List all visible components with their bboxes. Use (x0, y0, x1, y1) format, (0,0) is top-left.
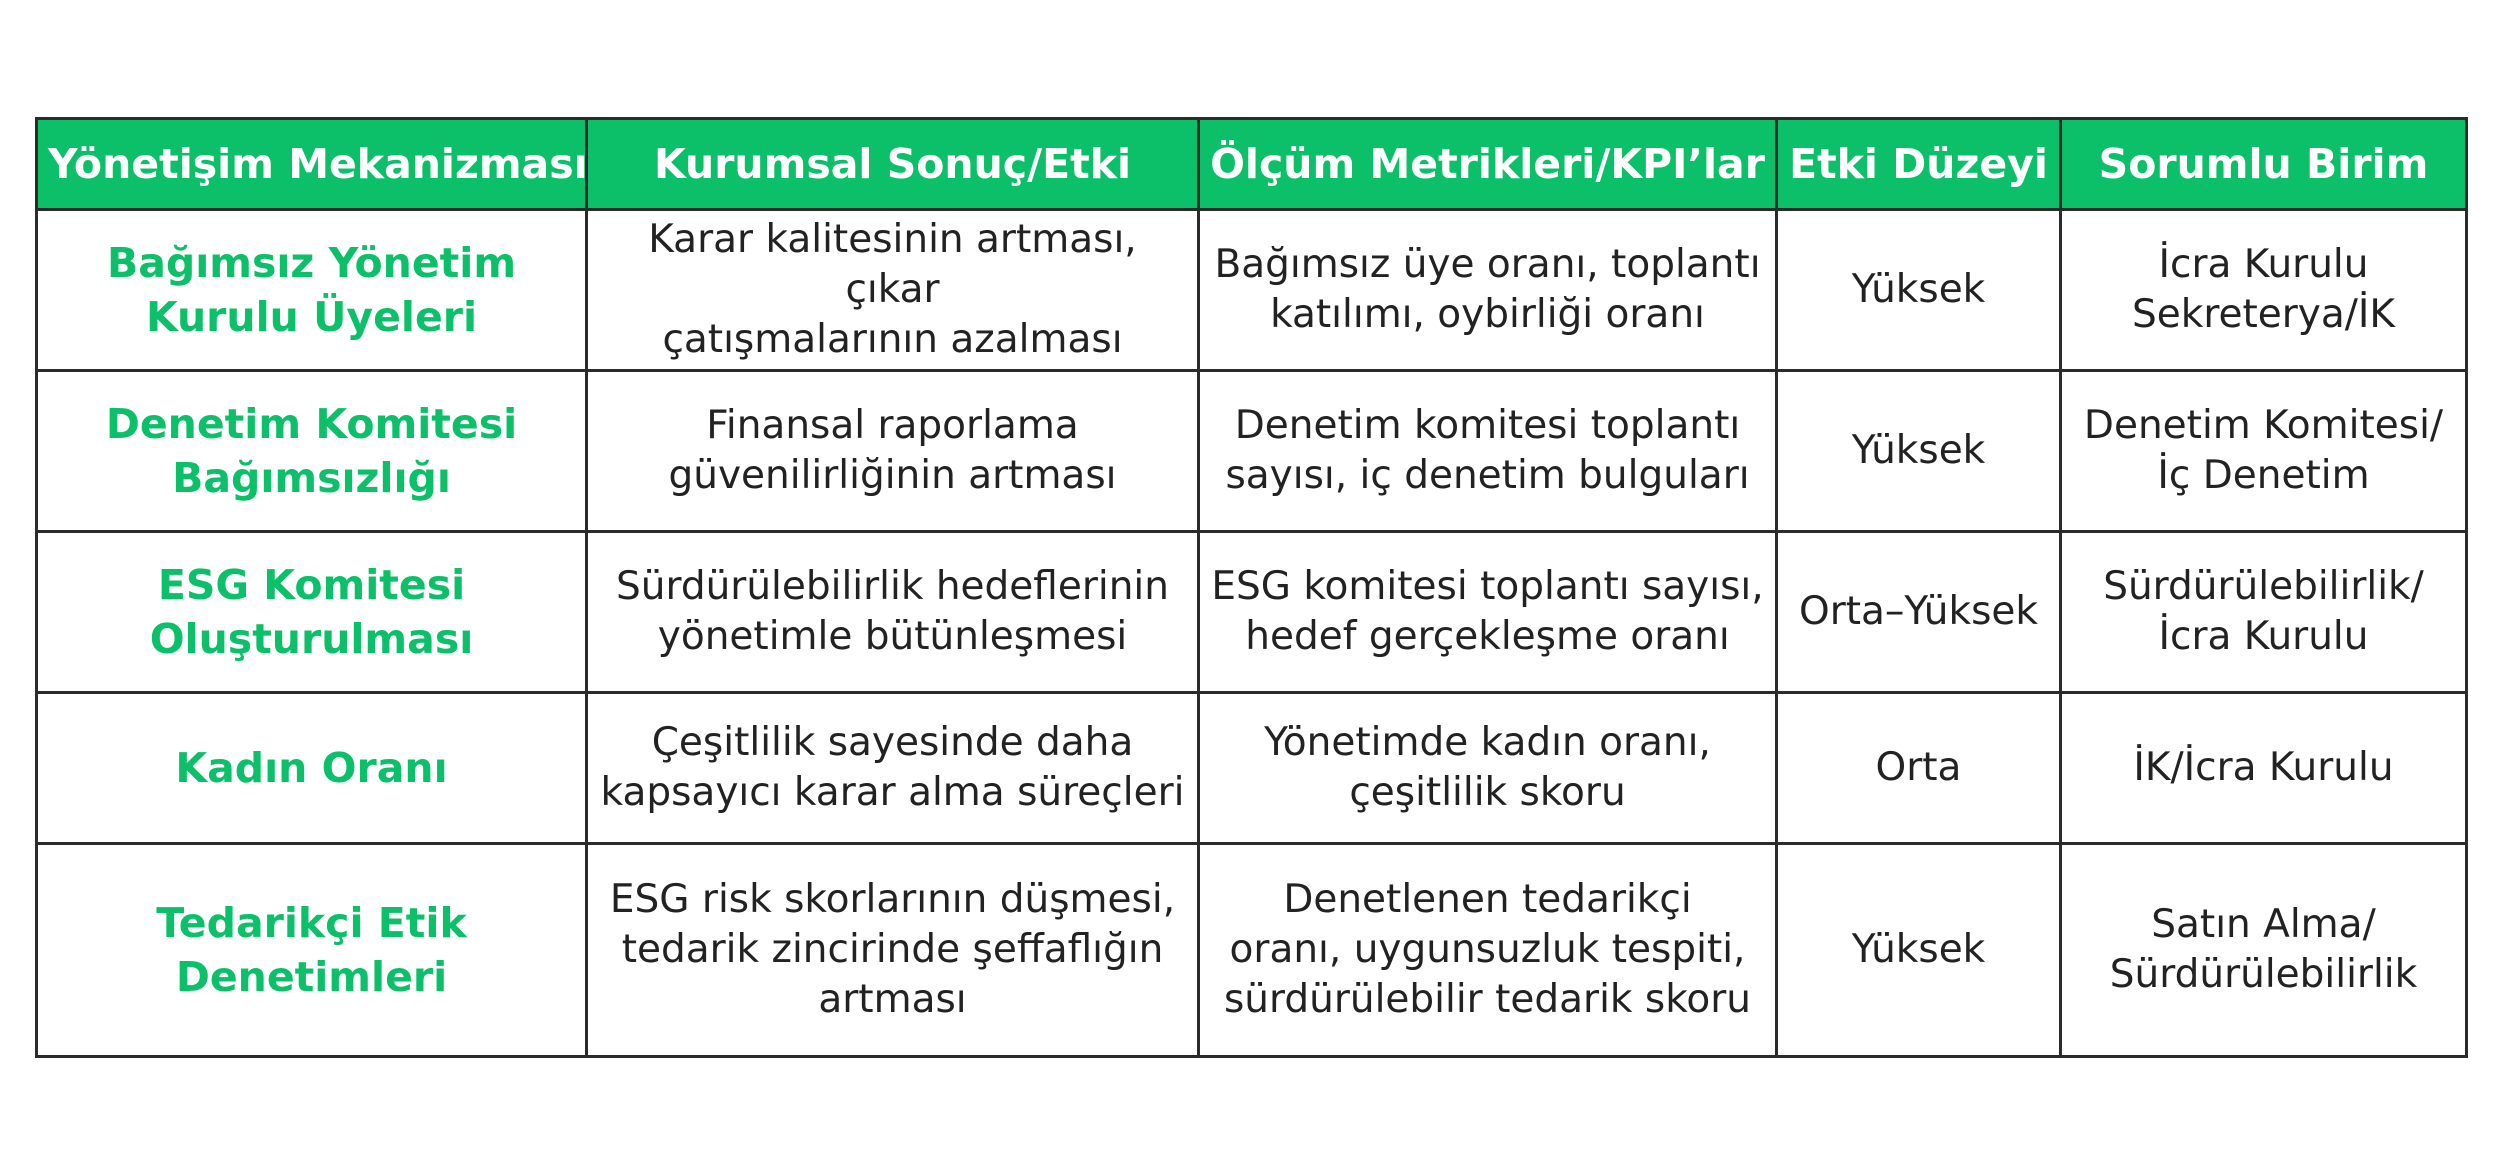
cell-line: Sürdürülebilirlik/ (2103, 564, 2424, 609)
mechanism-cell (37, 210, 587, 371)
cell-line: Bağımsız üye oranı, toplantı (1214, 242, 1761, 287)
header-metrics: Ölçüm Metrikleri/KPI’lar (1199, 119, 1777, 210)
header-unit: Sorumlu Birim (2061, 119, 2467, 210)
cell-line: İK/İcra Kurulu (2133, 745, 2394, 790)
table-row (37, 693, 2467, 844)
cell-line: artması (818, 977, 967, 1022)
cell-line: Kadın Oranı (175, 744, 448, 792)
unit-cell (2061, 210, 2467, 371)
cell-line: Denetlenen tedarikçi (1283, 877, 1692, 922)
cell-line: Satın Alma/ (2151, 902, 2376, 947)
impact-cell: Orta–Yüksek (1777, 532, 2061, 693)
table-row (37, 371, 2467, 532)
header-impact: Etki Düzeyi (1777, 119, 2061, 210)
cell-line: Denetim Komitesi/ (2083, 403, 2444, 448)
impact-cell: Yüksek (1777, 371, 2061, 532)
cell-line: ESG komitesi toplantı sayısı, (1211, 564, 1764, 609)
unit-cell (2061, 693, 2467, 844)
cell-line: Sürdürülebilirlik (2109, 952, 2418, 997)
unit-cell (2061, 371, 2467, 532)
header-row (37, 119, 2467, 210)
mechanism-cell (37, 844, 587, 1057)
cell-line: sayısı, iç denetim bulguları (1225, 453, 1750, 498)
outcome-cell (587, 844, 1199, 1057)
unit-cell (2061, 532, 2467, 693)
cell-line: Finansal raporlama (706, 403, 1079, 448)
governance-table (35, 117, 2468, 1058)
cell-line: Bağımsızlığı (172, 454, 451, 502)
cell-line: Tedarikçi Etik (156, 899, 467, 947)
outcome-cell (587, 371, 1199, 532)
cell-line: Sürdürülebilirlik hedeflerinin (616, 564, 1169, 609)
cell-line: katılımı, oybirliği oranı (1270, 292, 1705, 337)
cell-line: hedef gerçekleşme oranı (1245, 614, 1730, 659)
table-row (37, 210, 2467, 371)
impact-cell: Yüksek (1777, 844, 2061, 1057)
impact-cell: Yüksek (1777, 210, 2061, 371)
cell-line: Denetimleri (175, 953, 448, 1001)
cell-line: Yönetimde kadın oranı, (1264, 720, 1711, 765)
cell-line: çatışmalarının azalması (662, 317, 1123, 362)
cell-line: İcra Kurulu (2158, 614, 2369, 659)
impact-cell: Orta (1777, 693, 2061, 844)
table-body (37, 210, 2467, 1057)
table-row (37, 844, 2467, 1057)
header-mechanism: Yönetişim Mekanizması (37, 119, 587, 210)
outcome-cell (587, 210, 1199, 371)
cell-line: Oluşturulması (149, 615, 474, 663)
metrics-cell (1199, 210, 1777, 371)
cell-line: tedarik zincirinde şeffaflığın (621, 927, 1164, 972)
outcome-cell (587, 693, 1199, 844)
table-row (37, 532, 2467, 693)
cell-line: Karar kalitesinin artması, çıkar (648, 217, 1137, 312)
cell-line: Bağımsız Yönetim (106, 239, 517, 287)
unit-cell (2061, 844, 2467, 1057)
metrics-cell (1199, 844, 1777, 1057)
cell-line: Denetim Komitesi (105, 400, 518, 448)
table-header (37, 119, 2467, 210)
cell-line: İcra Kurulu (2158, 242, 2369, 287)
governance-table-container (35, 117, 2465, 1058)
mechanism-cell (37, 532, 587, 693)
cell-line: kapsayıcı karar alma süreçleri (600, 770, 1185, 815)
mechanism-cell (37, 693, 587, 844)
cell-line: oranı, uygunsuzluk tespiti, (1229, 927, 1746, 972)
cell-line: Çeşitlilik sayesinde daha (651, 720, 1134, 765)
cell-line: güvenilirliğinin artması (668, 453, 1117, 498)
cell-line: Kurulu Üyeleri (145, 293, 478, 341)
metrics-cell (1199, 693, 1777, 844)
mechanism-cell (37, 371, 587, 532)
header-outcome: Kurumsal Sonuç/Etki (587, 119, 1199, 210)
cell-line: Denetim komitesi toplantı (1234, 403, 1741, 448)
cell-line: ESG Komitesi (157, 561, 466, 609)
cell-line: sürdürülebilir tedarik skoru (1223, 977, 1752, 1022)
cell-line: Sekreterya/İK (2131, 292, 2396, 337)
cell-line: ESG risk skorlarının düşmesi, (609, 877, 1176, 922)
cell-line: İç Denetim (2157, 453, 2370, 498)
cell-line: yönetimle bütünleşmesi (657, 614, 1128, 659)
metrics-cell (1199, 371, 1777, 532)
metrics-cell (1199, 532, 1777, 693)
outcome-cell (587, 532, 1199, 693)
cell-line: çeşitlilik skoru (1349, 770, 1626, 815)
